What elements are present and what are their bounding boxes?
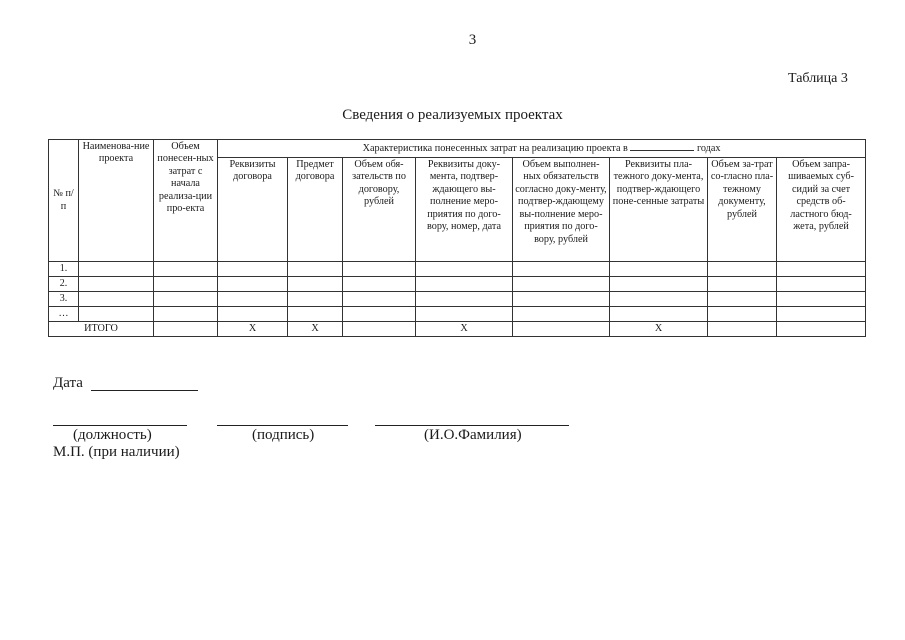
table-row xyxy=(49,262,866,277)
table-caption: Таблица 3 xyxy=(788,71,848,86)
total-mark: Х xyxy=(416,322,513,337)
header-completed-volume: Объем выполнен-ных обязательств согласно доку-менту, подтвер-ждающему вы-полнение меро-приятия по дого-вору, рублей xyxy=(513,158,610,262)
date-blank-line xyxy=(91,390,198,391)
total-row xyxy=(49,322,866,337)
projects-table xyxy=(48,139,866,337)
name-label: (И.О.Фамилия) xyxy=(424,427,522,443)
name-blank-line xyxy=(375,425,569,426)
header-contract-obligations: Объем обя-зательств по договору, рублей xyxy=(343,158,416,262)
header-contract-details: Реквизиты договора xyxy=(218,158,288,262)
total-mark: Х xyxy=(218,322,288,337)
document-title: Сведения о реализуемых проектах xyxy=(342,107,563,123)
page-number: 3 xyxy=(468,32,477,48)
row-number: … xyxy=(49,307,79,322)
year-blank-line xyxy=(630,141,694,151)
header-total-volume: Объем понесен-ных затрат с начала реализа-ции про-екта xyxy=(154,140,218,262)
table-row xyxy=(49,307,866,322)
header-completion-document: Реквизиты доку-мента, подтвер-ждающего вы-полнение меро-приятия по дого-вору, номер, дата xyxy=(416,158,513,262)
header-contract-subject: Предмет договора xyxy=(288,158,343,262)
header-expense-characteristics xyxy=(218,140,866,158)
group-header-text: Характеристика понесенных затрат на реализацию проекта в xyxy=(362,143,628,154)
position-label: (должность) xyxy=(73,427,152,443)
position-blank-line xyxy=(53,425,187,426)
header-num: № п/п xyxy=(49,140,79,262)
header-project-name: Наименова-ние проекта xyxy=(79,140,154,262)
header-subsidy-requested: Объем запра-шиваемых суб-сидий за счет средств об-ластного бюд-жета, рублей xyxy=(777,158,866,262)
table-row xyxy=(49,277,866,292)
row-number: 3. xyxy=(49,292,79,307)
header-payment-volume: Объем за-трат со-гласно пла-тежному документу, рублей xyxy=(708,158,777,262)
total-mark: Х xyxy=(288,322,343,337)
signature-label: (подпись) xyxy=(252,427,315,443)
row-number: 1. xyxy=(49,262,79,277)
signature-blank-line xyxy=(217,425,348,426)
header-payment-document: Реквизиты пла-тежного доку-мента, подтвер-ждающего поне-сенные затраты xyxy=(610,158,708,262)
total-mark: Х xyxy=(610,322,708,337)
row-number: 2. xyxy=(49,277,79,292)
date-label: Дата xyxy=(53,375,83,391)
total-label: ИТОГО xyxy=(49,322,154,337)
group-header-years: годах xyxy=(696,143,721,154)
table-row xyxy=(49,292,866,307)
stamp-label: М.П. (при наличии) xyxy=(53,444,180,460)
